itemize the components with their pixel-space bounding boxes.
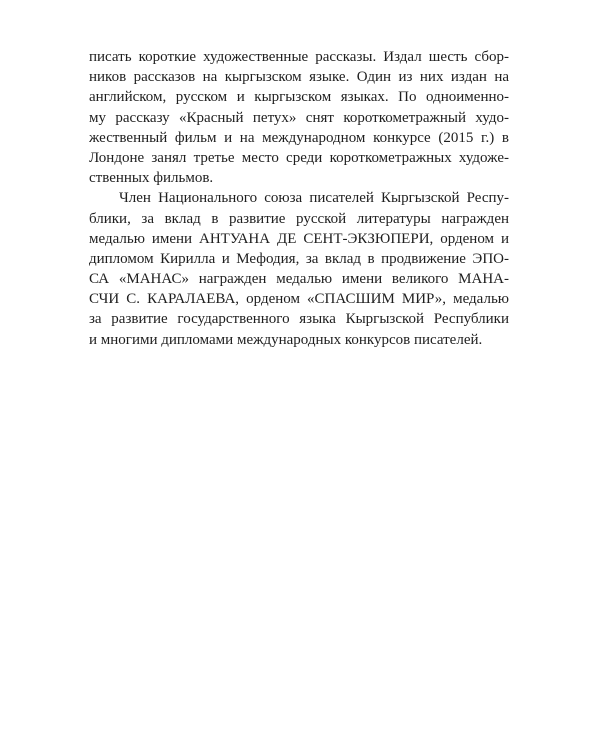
text-line: блики, за вклад в развитие русской литературы награжден	[89, 210, 509, 227]
paragraph-2	[89, 188, 509, 350]
text-line: медалью имени АНТУАНА ДЕ СЕНТ-ЭКЗЮПЕРИ, орденом и	[89, 230, 509, 247]
paragraph-1	[89, 47, 509, 188]
text-line: дипломом Кирилла и Мефодия, за вклад в продвижение ЭПО-	[89, 250, 509, 267]
text-line: ников рассказов на кыргызском языке. Один из них издан на	[89, 69, 509, 86]
text-line: и многими дипломами международных конкурсов писателей.	[89, 331, 483, 348]
body-text	[89, 47, 509, 350]
text-line: английском, русском и кыргызском языках. По одноименно-	[89, 89, 509, 106]
text-line: жественный фильм и на международном конкурсе (2015 г.) в	[89, 129, 509, 146]
text-line: СА «МАНАС» награжден медалью имени великого МАНА-	[89, 271, 509, 288]
text-line: за развитие государственного языка Кыргызской Республики	[89, 311, 509, 328]
text-line: му рассказу «Красный петух» снят короткометражный худо-	[89, 109, 509, 126]
text-line: писать короткие художественные рассказы. Издал шесть сбор-	[89, 49, 509, 65]
text-line: СЧИ С. КАРАЛАЕВА, орденом «СПАСШИМ МИР», медалью	[89, 291, 509, 308]
text-line: Член Национального союза писателей Кыргызской Респу-	[119, 190, 509, 207]
text-line: ственных фильмов.	[89, 170, 214, 187]
text-line: Лондоне занял третье место среди короткометражных художе-	[89, 149, 509, 166]
